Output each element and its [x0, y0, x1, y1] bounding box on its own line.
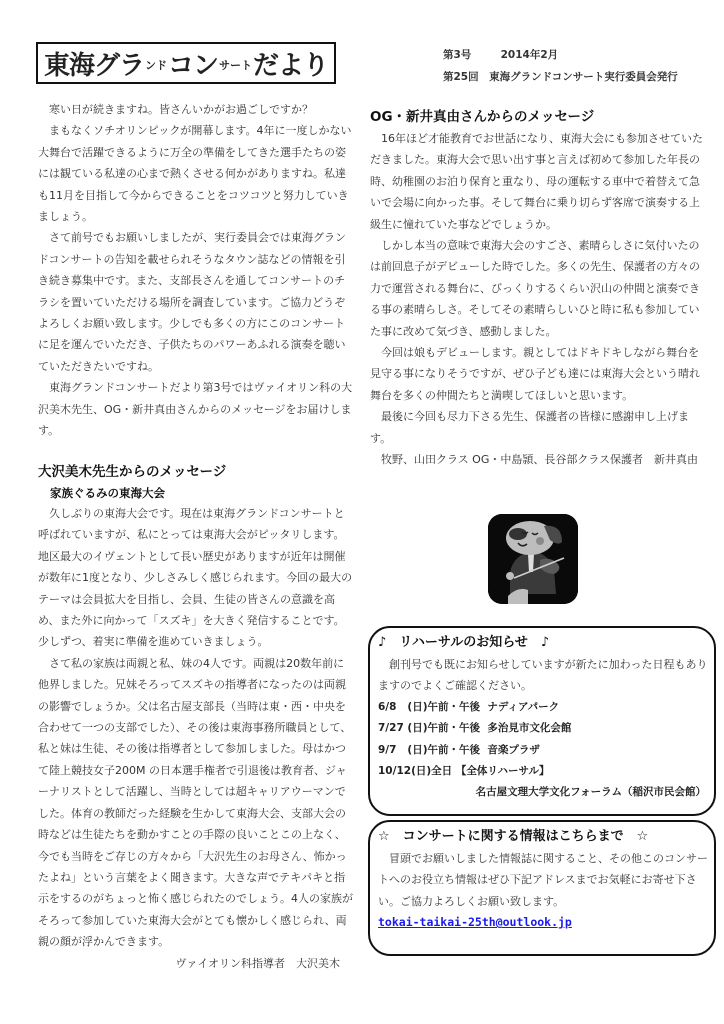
schedule-date: 9/7 [378, 743, 397, 756]
contact-heading: ☆ コンサートに関する情報はこちらまで ☆ [378, 829, 649, 844]
paragraph: 久しぶりの東海大会です。現在は東海グランドコンサートと呼ばれていますが、私にとっては東海大会がピッタリします。地区最大のイヴェントとして長い歴史がありますが近年は開催が数年に1度となり、少しさみしく感じられます。今回の最大のテーマは会員拡大を目指し、会員、生徒の皆さんの意識を高め、また外に向かって「スズキ」を大きく発信することです。少しずつ、着実に準備を進めていきましょう。 [38, 507, 353, 649]
paragraph: まもなくソチオリンピックが開幕します。4年に一度しかない大舞台で活躍できるように万全の準備をしてきた選手たちの姿には観ている私達の心まで熱くさせる何かがありますね。私達も11月を目指して今からできることをコツコツと努力していきましょう。 [38, 124, 352, 224]
dog-violin-illustration [488, 514, 578, 604]
title-part: サート [219, 59, 253, 72]
title-part: ンド [145, 59, 168, 72]
paragraph: さて前号でもお願いしましたが、実行委員会では東海グランドコンサートの告知を載せられそうなタウン誌などの情報を引き続き募集中です。また、支部長さんを通してコンサートのチラシを置いていただける場所を調査しています。ご協力どうぞよろしくお願い致します。少しでも多くの方にこのコンサートに足を運んでいただき、子供たちのパワーあふれる演奏を聴いていただきたいですね。 [38, 231, 346, 373]
schedule-venue: 【全体リハーサル】 [455, 765, 550, 778]
arai-message-section [370, 106, 706, 471]
intro-section [38, 99, 354, 442]
schedule-date: 7/27 [378, 722, 404, 735]
schedule-time: 午前・午後 [427, 722, 481, 735]
schedule-day: (日) [407, 743, 428, 756]
contact-body: 冒頭でお願いしました情報誌に関すること、その他このコンサートへのお役立ち情報はぜひ下記アドレスまでお気軽にお寄せ下さい。ご協力よろしくお願い致します。 [378, 852, 708, 908]
contact-info-box [368, 820, 716, 956]
dog-violin-icon [488, 514, 578, 604]
osawa-message-section [38, 461, 354, 974]
paragraph: さて私の家族は両親と私、妹の4人です。両親は20数年前に他界しました。兄妹そろってスズキの指導者になったのは両親の影響でしょうか。父は名古屋支部長（当時は東・西・中央を合わせて一つの支部でした）、その後は東海事務所職員として、私と妹は生徒、その後は指導者として参加しました。母はかつて陸上競技女子200M の日本選手権者で引退後は教育者、ジャーナリストとして活躍し、当時としては超キャリアウーマンでした。体育の教師だった経験を生かして東海大会、支部大会の時などは生徒たちを動かすことの手際の良いことこの上なく、今でも当時をご存じの方々から「大沢先生のお母さん、怖かったよね」という言葉をよく聞きます。大きな声でテキパキと指示をするのがちょっと怖く感じられたのでしょう。4人の家族がそろって参加していた東海大会がとても懐かしく感じられ、両親の顔が浮かんできます。 [38, 656, 353, 949]
issue-info [443, 47, 558, 62]
rehearsal-intro: 創刊号でも既にお知らせしていますが新たに加わった日程もありますのでよくご確認ください。 [378, 658, 708, 693]
final-venue: 名古屋文理大学文化フォーラム（稲沢市民会館） [475, 786, 706, 799]
schedule-time: 午前・午後 [427, 743, 481, 756]
title-part: 東海グラ [44, 50, 145, 81]
signature: ヴァイオリン科指導者 大沢美木 [175, 956, 340, 970]
paragraph: 寒い日が続きますね。皆さんいかがお過ごしですか？ [49, 103, 313, 116]
paragraph: しかし本当の意味で東海大会のすごさ、素晴らしさに気付いたのは前回息子がデビューした時でした。多くの先生、保護者の方々の力で運営される舞台に、びっくりするくらい沢山の仲間と演奏できる事の素晴らしさ。そしてその素晴らしいひと時に私も参加していた事に改めて気づき、感動しました。 [370, 239, 700, 338]
schedule-row [378, 740, 710, 761]
contact-email-link[interactable]: tokai-taikai-25th@outlook.jp [378, 915, 572, 930]
publisher: 第25回 東海グランドコンサート実行委員会発行 [443, 71, 678, 83]
section-heading: OG・新井真由さんからのメッセージ [370, 109, 595, 125]
schedule-row [378, 761, 710, 782]
schedule-venue: 音楽プラザ [487, 743, 540, 756]
rehearsal-notice-box [368, 626, 716, 816]
paragraph: 今回は娘もデビューします。親としてはドキドキしながら舞台を見守る事になりそうですが、ぜひ子ども達には東海大会という晴れ舞台を多くの仲間たちと満喫してほしいと思います。 [370, 346, 700, 402]
title-part: だより [253, 50, 329, 81]
schedule-day: (日) [407, 722, 428, 735]
schedule-time: 午前・午後 [427, 700, 481, 713]
schedule-venue: ナディアパーク [487, 700, 560, 713]
schedule-time: 全日 [431, 765, 453, 778]
issue-number: 第3号 [443, 49, 472, 61]
issue-date: 2014年2月 [500, 49, 559, 61]
schedule-row [378, 718, 710, 739]
schedule-date: 6/8 [378, 700, 397, 713]
section-heading: 大沢美木先生からのメッセージ [38, 464, 227, 480]
title-part: コン [168, 50, 219, 81]
schedule-date: 10/12 [378, 765, 412, 778]
schedule-day: (日) [407, 700, 428, 713]
schedule-row [378, 697, 710, 718]
schedule-venue: 多治見市文化会館 [487, 722, 572, 735]
paragraph: 最後に今回も尽力下さる先生、保護者の皆様に感謝申し上げます。 [370, 410, 689, 445]
newsletter-title [36, 42, 336, 84]
paragraph: 16年ほど才能教育でお世話になり、東海大会にも参加させていただきました。東海大会で思い出す事と言えば初めて参加した年長の時、幼稚園のお泊り保育と重なり、母の運転する車中で着替えて急いで会場に向かった事。そして舞台に乗り切らず客席で演奏する上級生に憧れていた事などでしょうか。 [370, 132, 703, 231]
paragraph: 東海グランドコンサートだより第3号ではヴァイオリン科の大沢美木先生、OG・新井真由さんからのメッセージをお届けします。 [38, 381, 353, 438]
schedule-day: (日) [411, 765, 432, 778]
rehearsal-heading: ♪ リハーサルのお知らせ ♪ [378, 635, 550, 650]
signature: 牧野、山田クラス OG・中島頴、長谷部クラス保護者 新井真由 [381, 453, 699, 467]
section-subheading: 家族ぐるみの東海大会 [50, 486, 165, 500]
